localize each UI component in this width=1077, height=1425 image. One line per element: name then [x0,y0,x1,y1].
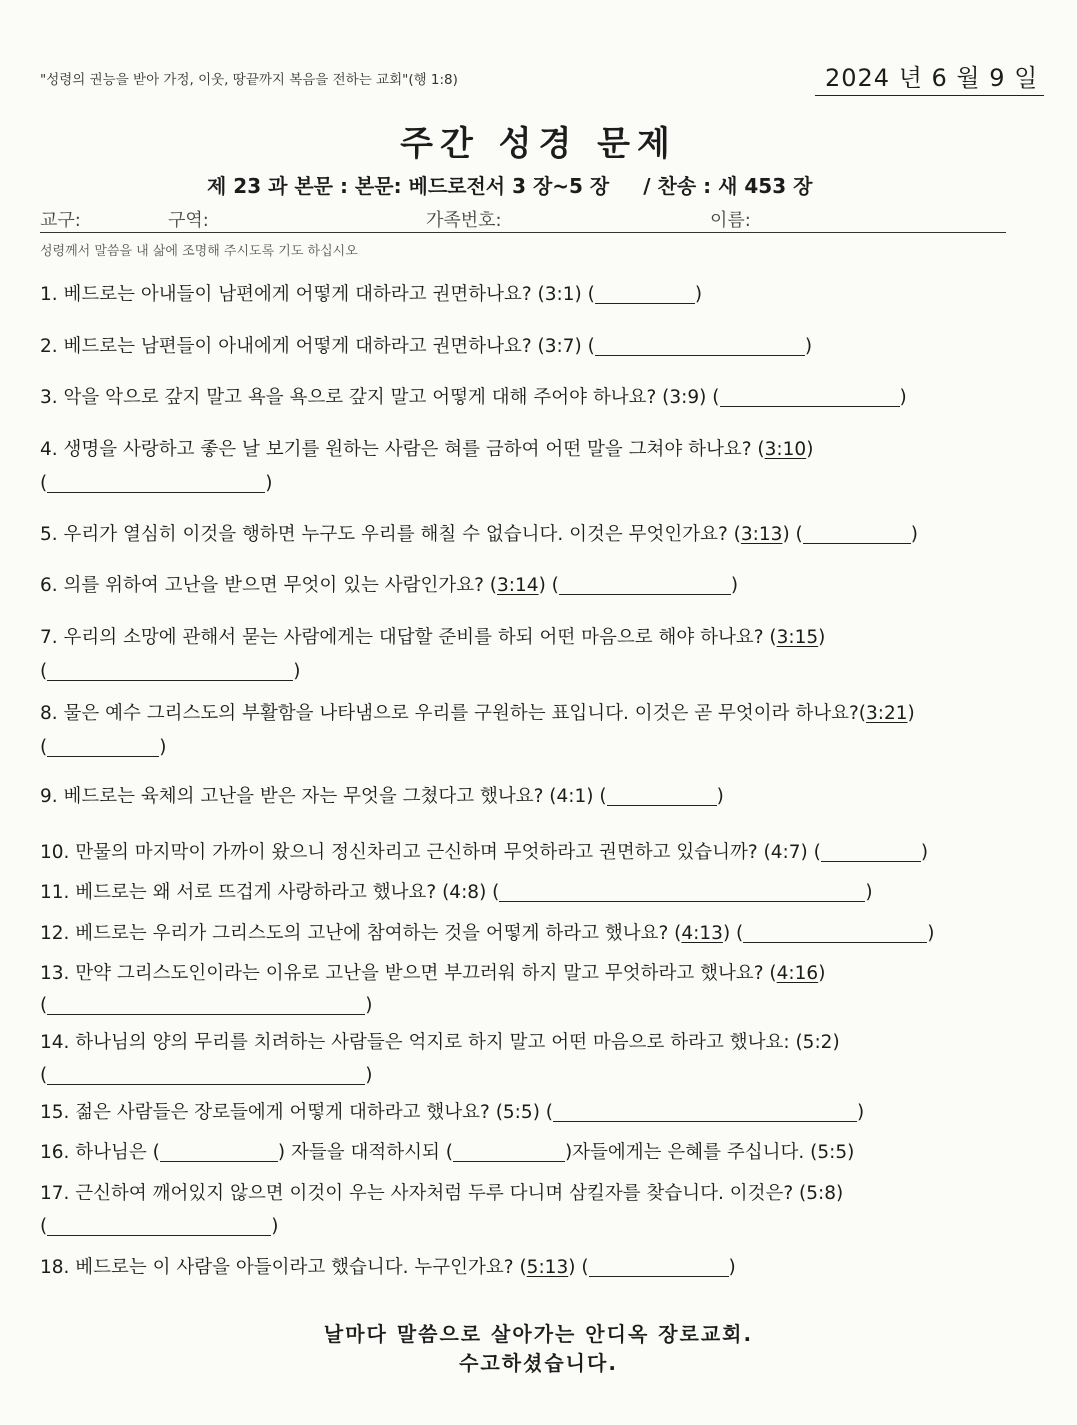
verse-reference: 3:15 [776,627,819,648]
answer-blank[interactable] [589,1258,729,1277]
question-14 [40,1030,840,1056]
answer-blank[interactable] [821,843,921,862]
question-4-answer [40,471,272,497]
district-label: 교구: [40,210,81,231]
open-paren: ) ( [568,1257,589,1278]
answer-blank[interactable] [47,738,159,757]
lesson-line [207,170,812,199]
worksheet-date: 2024 년 6 월 9 일 [815,58,1044,96]
close-paren: ) [857,1102,865,1123]
close-paren: ) [818,963,826,984]
question-12 [40,921,935,947]
question-17-answer [40,1214,278,1240]
answer-blank[interactable] [743,924,927,943]
answer-blank[interactable] [803,525,911,544]
question-text: 1. 베드로는 아내들이 남편에게 어떻게 대하라고 권면하나요? (3:1) ( [40,284,595,305]
open-paren: ( [40,473,48,494]
question-text: 14. 하나님의 양의 무리를 치려하는 사람들은 억지로 하지 말고 어떤 마음으로 하라고 했나요: (5:2) [40,1032,840,1053]
question-2 [40,334,812,360]
open-paren: ( [40,661,48,682]
question-text: 6. 의를 위하여 고난을 받으면 무엇이 있는 사람인가요? ( [40,575,498,596]
answer-blank[interactable] [47,996,365,1015]
answer-blank[interactable] [595,337,805,356]
question-13 [40,961,825,987]
answer-blank[interactable] [559,576,731,595]
question-text: 2. 베드로는 남편들이 아내에게 어떻게 대하라고 권면하나요? (3:7) ( [40,336,595,357]
verse-reference: 4:13 [681,923,723,944]
question-text: 18. 베드로는 이 사람을 아들이라고 했습니다. 누구인가요? ( [40,1257,527,1278]
question-text: 10. 만물의 마지막이 가까이 왔으니 정신차리고 근신하며 무엇하라고 권면하고 있습니까? (4:7) ( [40,842,821,863]
close-paren: ) [365,995,373,1016]
question-text: 12. 베드로는 우리가 그리스도의 고난에 참여하는 것을 어떻게 하라고 했나요? ( [40,923,682,944]
verse-reference: 3:13 [740,524,783,545]
question-17 [40,1181,843,1207]
close-paren: ) [365,1065,373,1086]
close-paren: ) [804,336,813,357]
info-fields [40,204,1006,233]
verse-reference: 4:16 [776,963,819,984]
answer-blank[interactable] [160,1143,278,1162]
question-text: 7. 우리의 소망에 관해서 묻는 사람에게는 대답할 준비를 하되 어떤 마음으로 해야 하나요? ( [40,627,777,648]
question-9 [40,784,724,810]
question-text: 5. 우리가 열심히 이것을 행하면 누구도 우리를 해칠 수 없습니다. 이것은 무엇인가요? ( [40,524,741,545]
open-paren: ) ( [538,575,559,596]
question-4 [40,437,813,463]
question-18 [40,1255,736,1281]
close-paren: ) [159,737,167,758]
question-8-answer [40,735,166,761]
hymn-number: / 찬송 : 새 453 장 [643,174,813,198]
question-6 [40,573,738,599]
answer-blank[interactable] [47,474,265,493]
close-paren: ) [265,473,273,494]
church-motto: "성령의 권능을 받아 가정, 이웃, 땅끝까지 복음을 전하는 교회"(행 1:8) [40,72,458,88]
answer-blank[interactable] [720,388,900,407]
close-paren: ) [899,387,907,408]
answer-blank[interactable] [607,787,717,806]
verse-reference: 5:13 [526,1257,569,1278]
close-paren: ) [806,439,814,460]
answer-blank[interactable] [553,1103,857,1122]
lesson-passage: 제 23 과 본문 : 본문: 베드로전서 3 장~5 장 [207,174,610,198]
closing-line-2: 수고하셨습니다. [459,1351,618,1375]
question-10 [40,840,928,866]
question-text: 3. 악을 악으로 갚지 말고 욕을 욕으로 갚지 말고 어떻게 대해 주어야 하나요? (3:9) ( [40,387,720,408]
close-paren: ) [927,923,935,944]
verse-reference: 3:14 [497,575,539,596]
question-3 [40,385,907,411]
open-paren: ( [40,995,48,1016]
close-paren: ) [271,1216,279,1237]
question-text: 11. 베드로는 왜 서로 뜨겁게 사랑하라고 했나요? (4:8) ( [40,882,500,903]
question-text: 4. 생명을 사랑하고 좋은 날 보기를 원하는 사람은 혀를 금하여 어떤 말을 그쳐야 하나요? ( [40,439,765,460]
answer-blank[interactable] [453,1143,565,1162]
question-text: 13. 만약 그리스도인이라는 이유로 고난을 받으면 부끄러워 하지 말고 무엇하라고 했나요? ( [40,963,777,984]
open-paren: ) ( [722,923,744,944]
answer-blank[interactable] [47,1066,365,1085]
question-13-answer [40,993,372,1019]
close-paren: ) [910,524,918,545]
page-title: 주간 성경 문제 [400,124,677,164]
question-text: ) 자들을 대적하시되 ( [277,1142,453,1163]
name-label: 이름: [710,210,751,231]
question-text: 8. 물은 예수 그리스도의 부활함을 나타냄으로 우리를 구원하는 표입니다. 이것은 곧 무엇이라 하나요?( [40,703,866,724]
open-paren: ( [40,1216,48,1237]
verse-reference: 3:21 [865,703,908,724]
answer-blank[interactable] [47,662,293,681]
close-paren: ) [716,786,724,807]
prayer-instruction: 성령께서 말씀을 내 삶에 조명해 주시도록 기도 하십시오 [40,244,358,259]
question-1 [40,282,702,308]
close-paren: ) [293,661,301,682]
question-text: 9. 베드로는 육체의 고난을 받은 자는 무엇을 그쳤다고 했나요? (4:1) ( [40,786,607,807]
answer-blank[interactable] [47,1217,271,1236]
close-paren: ) [818,627,826,648]
close-paren: ) [728,1257,736,1278]
zone-label: 구역: [168,210,209,231]
question-text: 17. 근신하여 깨어있지 않으면 이것이 우는 사자처럼 두루 다니며 삼킬자를 찾습니다. 이것은? (5:8) [40,1183,844,1204]
answer-blank[interactable] [499,883,865,902]
open-paren: ( [40,1065,48,1086]
question-7-answer [40,659,300,685]
close-paren: ) [907,703,915,724]
question-7 [40,625,825,651]
question-text: 15. 젊은 사람들은 장로들에게 어떻게 대하라고 했나요? (5:5) ( [40,1102,554,1123]
question-text: )자들에게는 은혜를 주십니다. (5:5) [564,1142,855,1163]
open-paren: ) ( [782,524,803,545]
family-number-label: 가족번호: [426,210,502,231]
closing-line-1: 날마다 말씀으로 살아가는 안디옥 장로교회. [323,1322,754,1346]
question-15 [40,1100,864,1126]
question-text: 16. 하나님은 ( [40,1142,160,1163]
close-paren: ) [694,284,703,305]
close-paren: ) [730,575,739,596]
question-8 [40,701,915,727]
verse-reference: 3:10 [764,439,807,460]
close-paren: ) [865,882,873,903]
question-14-answer [40,1063,372,1089]
answer-blank[interactable] [595,285,695,304]
question-11 [40,880,873,906]
question-16 [40,1140,854,1166]
open-paren: ( [40,737,48,758]
question-5 [40,522,918,548]
close-paren: ) [920,842,929,863]
